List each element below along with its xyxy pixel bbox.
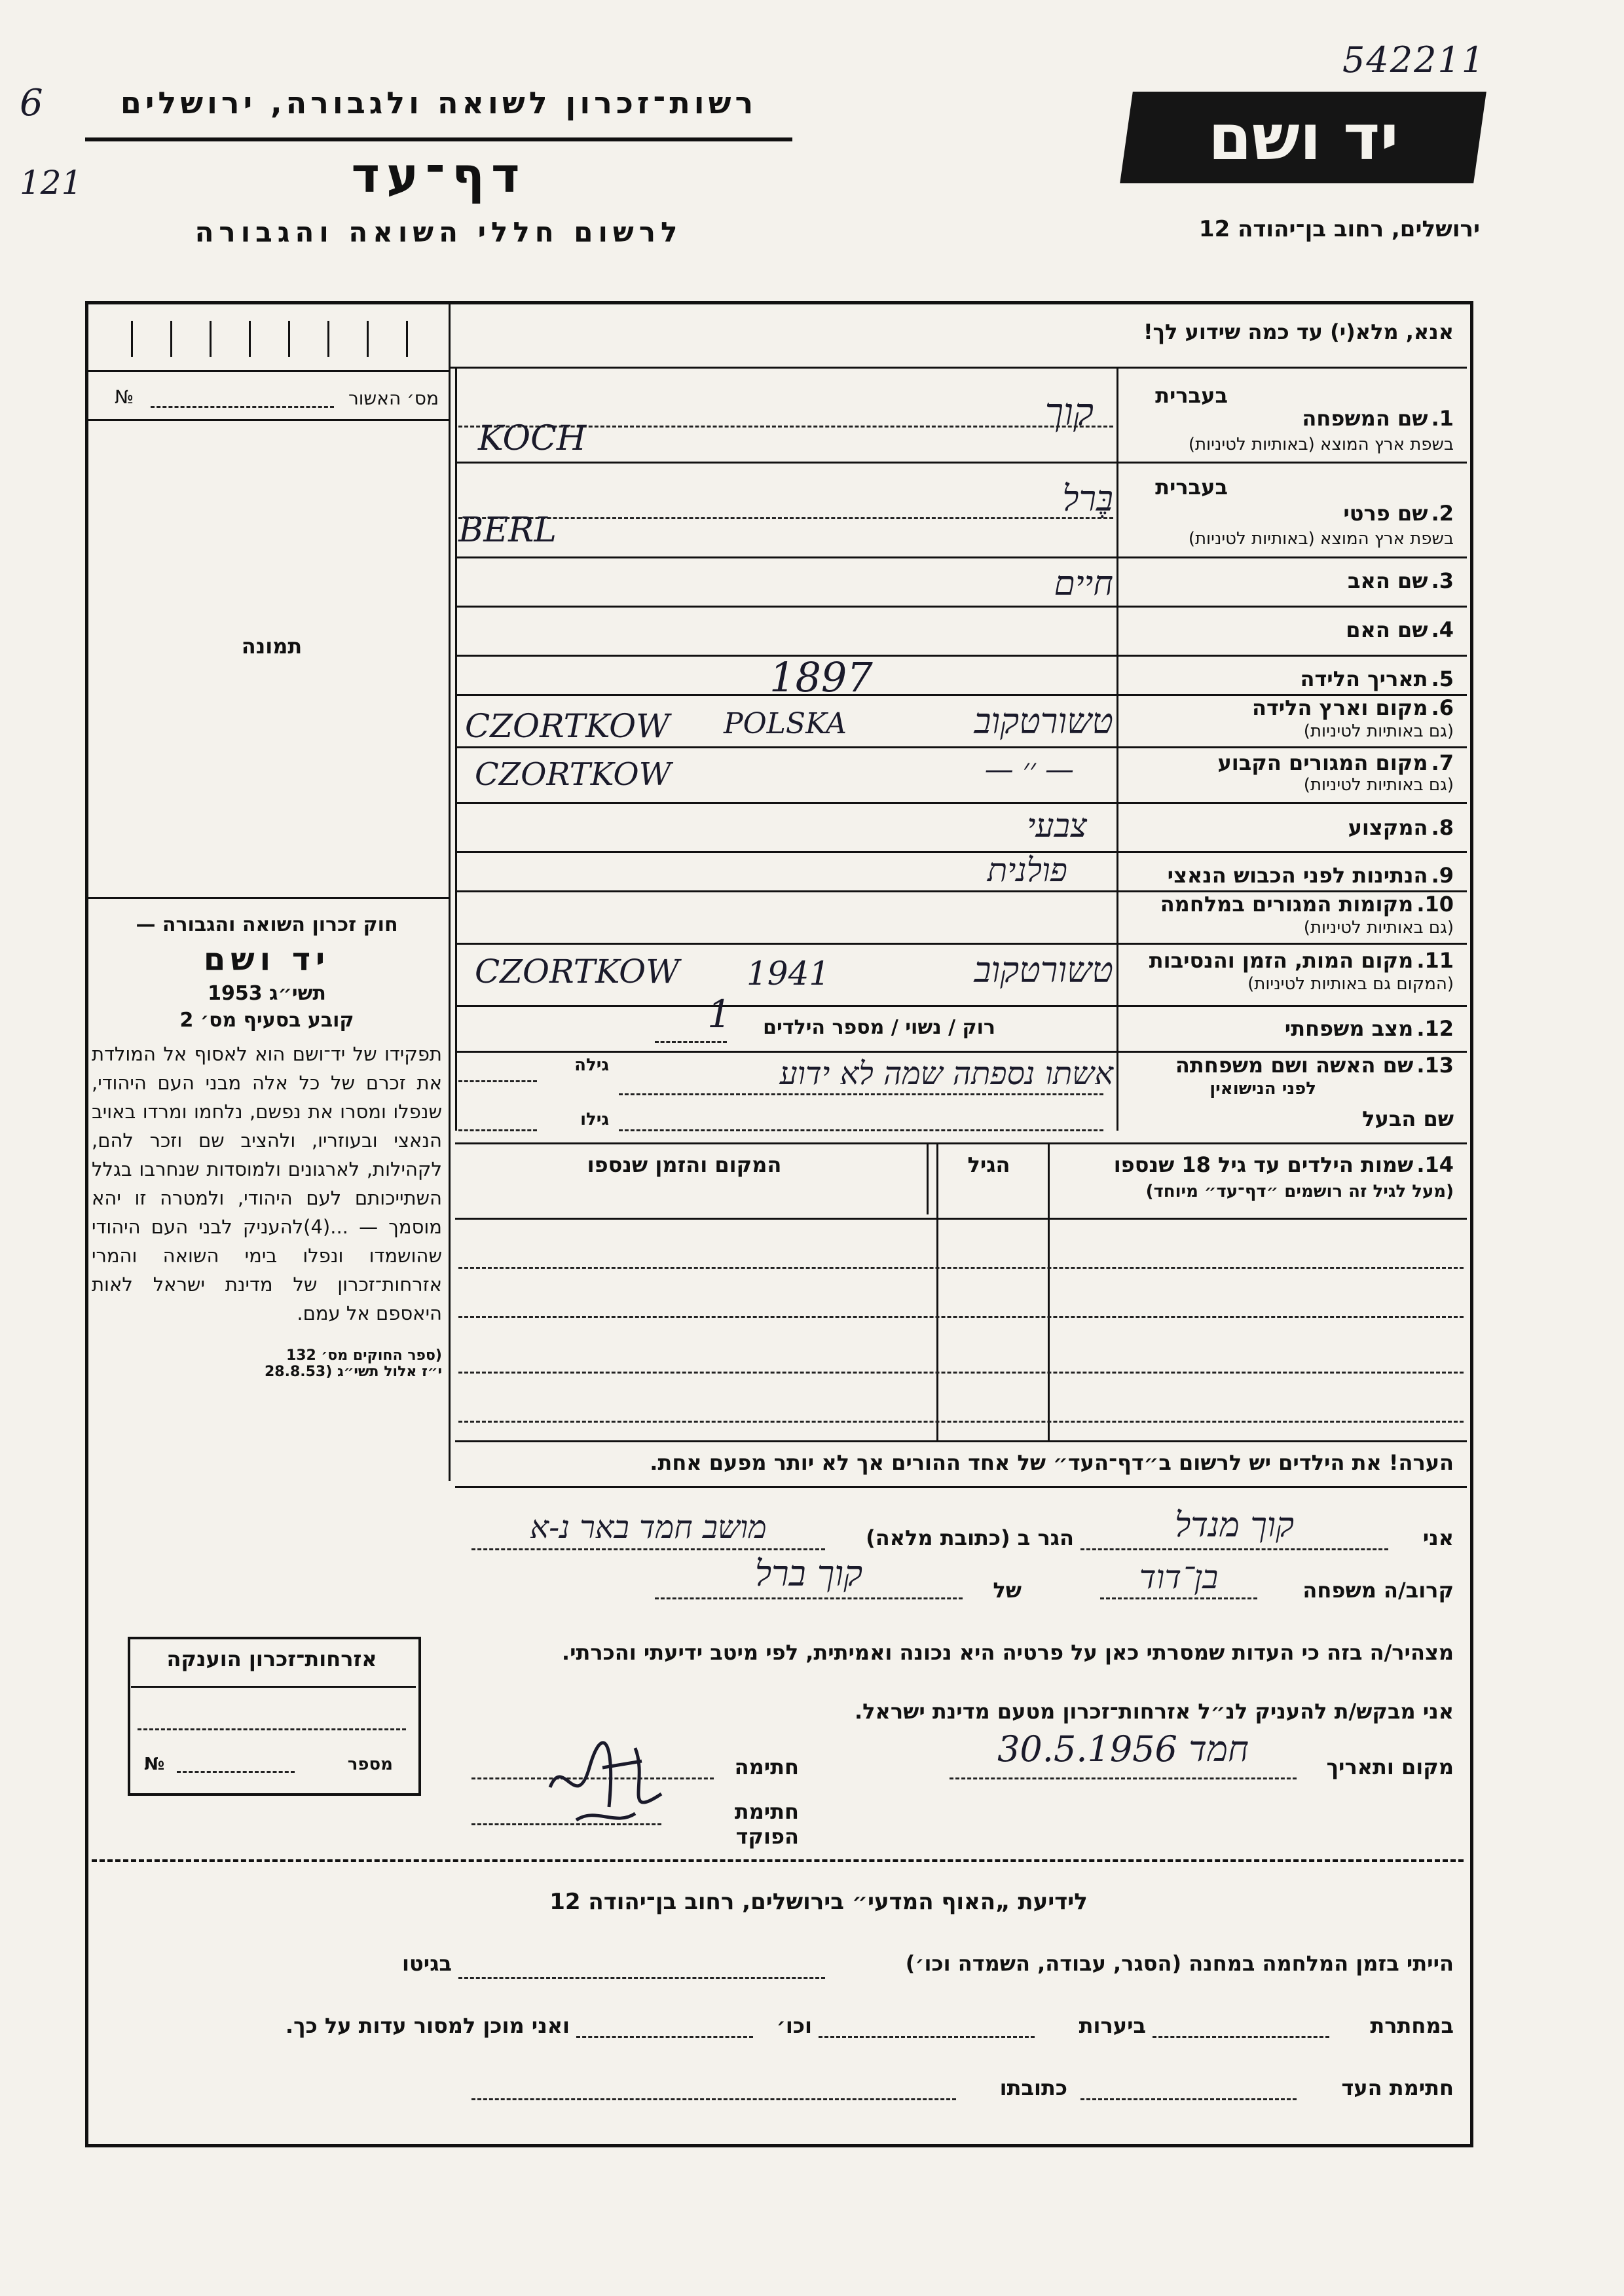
footer-divider	[92, 1859, 1464, 1862]
field-7-sub: (גם באותיות לטיניות)	[1303, 775, 1454, 795]
authority-underline	[85, 137, 792, 141]
logo-text: יד ושם	[1208, 101, 1399, 174]
field-9-value[interactable]: פולנית	[987, 851, 1067, 889]
decl-relation-value[interactable]: בן־דוד	[1139, 1558, 1219, 1596]
field-4-label: 4. שם האם	[1346, 617, 1454, 642]
field-11-value-latin[interactable]: CZORTKOW	[475, 953, 680, 991]
footer-line3-b: כתובתו	[999, 2075, 1067, 2100]
field-12-value[interactable]: 1	[707, 992, 731, 1036]
note: הערה! את הילדים יש לרשום ב״דף־העד״ של אחד ההורים אך לא יותר מפעם אחת.	[650, 1450, 1454, 1475]
field-8-value[interactable]: צבעי	[1027, 807, 1087, 845]
margin-mark-2: 121	[20, 164, 83, 202]
field-11-value-year[interactable]: 1941	[747, 955, 830, 993]
field-6-value-latin[interactable]: CZORTKOW	[465, 707, 670, 745]
field-3-value[interactable]: חיים	[1054, 564, 1113, 604]
decl-place-date-value[interactable]: חמד 30.5.1956	[997, 1728, 1249, 1770]
field-6-value-he[interactable]: טשורטקוב	[974, 701, 1113, 742]
citizenship-number-prefix: №	[144, 1755, 165, 1774]
decl-place-date-label: מקום ותאריך	[1326, 1755, 1454, 1779]
field-9-label: 9. הנתינות לפני הכבוש הנאצי	[1167, 863, 1454, 888]
citizenship-title: אזרחות־זכרון הוענקה	[166, 1647, 377, 1671]
margin-mark-1: 6	[20, 82, 43, 124]
field-1-lang: בעברית	[1155, 383, 1228, 408]
label-column-divider	[1116, 368, 1118, 1131]
field-13-sub: לפני הנישואין	[1209, 1079, 1316, 1099]
form-subtitle: לרשום חללי השואה והגבורה	[194, 216, 683, 248]
left-column-divider	[449, 302, 451, 1481]
corner-number: 542211	[1342, 39, 1486, 81]
field-6-value-country[interactable]: POLSKA	[724, 707, 847, 740]
instruction-bottom-line	[449, 367, 1467, 369]
footer-heading: לידיעת „האוף המדעי״ בירושלים, רחוב בן־יהודה 12	[549, 1889, 1088, 1915]
law-name: יד ושם	[203, 941, 331, 978]
citizenship-number-label: מספר	[347, 1755, 393, 1774]
law-heading: חוק זכרון השואה והגבורה —	[136, 913, 398, 936]
photo-top-line	[86, 419, 449, 421]
decl-officer-signature-label: חתימת הפוקד	[734, 1799, 799, 1849]
decl-signature-mark	[537, 1728, 681, 1833]
decl-of-value[interactable]: קוך ברל	[754, 1553, 863, 1594]
decl-request: אני מבקש/ת להעניק לנ״ל אזרחות־זכרון מטעם מדינת ישראל.	[855, 1699, 1454, 1724]
field-1-sub: בשפת ארץ המוצא (באותיות לטיניות)	[1188, 435, 1454, 454]
husband-label: שם הבעל	[1362, 1106, 1454, 1131]
decl-i-label: אני	[1422, 1525, 1454, 1550]
photo-bottom-line	[86, 897, 449, 899]
footer-line1-a: הייתי בזמן המלחמה במחנה (הסגר, עבודה, השמדה וכו׳)	[905, 1951, 1454, 1976]
field-2-label: 2. שם פרטי	[1343, 501, 1454, 526]
field-2-lang: בעברית	[1155, 475, 1228, 500]
field-12-label: 12. מצב משפחתי	[1284, 1016, 1454, 1041]
field-13-value[interactable]: אשתו נספתה שמה לא ידוע	[779, 1055, 1113, 1092]
footer-line2-a: במחתרת	[1370, 2013, 1454, 2038]
field-13-age-label: גילה	[574, 1055, 609, 1075]
decl-statement: מצהיר/ה בזה כי העדות שמסרתי כאן על פרטיה היא נכונה ואמיתית, לפי מיטב ידיעתי והכרתי.	[561, 1640, 1454, 1665]
field-2-value-latin[interactable]: BERL	[458, 511, 557, 550]
field-6-sub: (גם באותיות לטיניות)	[1303, 721, 1454, 741]
children-label: 14. שמות הילדים עד גיל 18 שנספו	[1113, 1152, 1454, 1177]
field-11-value-he[interactable]: טשורטקוב	[974, 949, 1113, 991]
field-5-label: 5. תאריך הלידה	[1300, 666, 1454, 691]
children-col-place: המקום והזמן שנספו	[587, 1152, 782, 1177]
footer-line1-b: בגיטו	[402, 1951, 452, 1976]
law-clause: קובע בסעיף מס׳ 2	[179, 1009, 354, 1032]
law-source-2: י״ז אלול תשי״ג (28.8.53	[264, 1364, 442, 1380]
children-col-divider-3	[927, 1142, 929, 1214]
field-11-sub: (המקום גם באותיות לטיניות)	[1247, 974, 1454, 994]
field-1-value-latin[interactable]: KOCH	[478, 419, 587, 458]
field-2-sub: בשפת ארץ המוצא (באותיות לטיניות)	[1188, 529, 1454, 549]
instruction: אנא, מלא(י) עד כמה שידוע לך!	[1143, 319, 1454, 344]
field-12-options[interactable]: רוק / נשוי / מספר הילדים	[763, 1016, 995, 1039]
field-11-label: 11. מקום המות, הזמן והנסיבות	[1149, 948, 1454, 973]
field-6-label: 6. מקום וארץ הלידה	[1251, 695, 1454, 720]
field-13-label: 13. שם האשה ושם משפחתה	[1175, 1053, 1454, 1078]
field-7-value-latin[interactable]: CZORTKOW	[475, 756, 671, 793]
decl-signature-label: חתימה	[734, 1755, 799, 1779]
children-sub: (מעל לגיל זה רושמים ״דף־עד״ מיוחד)	[1145, 1182, 1454, 1201]
footer-line2-b: ביערות	[1079, 2013, 1146, 2038]
approval-number-label: מס׳ האשור	[348, 388, 439, 409]
approval-top-line	[86, 370, 449, 372]
law-body: תפקידו של יד־ושם הוא לאסוף אל המולדת את זכרם של כל אלה מבני העם היהודי, שנפלו ומסרו את נפשם, נלחמו ומרדו באויב הנאצי ובעוזריו, ולהציב שם וזכר להם, לקהילות, לארגונים ולמוסדות שנחרבו בגלל השתייכותם לעם היהודי, ולמטרה זו יהא מוסמך — ...(4)להעניק לבני העם היהודי שהושמדו ונפלו בימי השואה והמרי אזרחות־זכרון של מדינת ישראל לאות היאספם אל עמם.	[92, 1043, 442, 1324]
approval-number-prefix: №	[115, 386, 134, 408]
approval-number-field[interactable]	[151, 406, 334, 408]
field-1-value-he[interactable]: קוך	[1044, 390, 1094, 434]
tick-boxes	[118, 308, 445, 360]
field-10-label: 10. מקומות המגורים במלחמה	[1160, 892, 1454, 917]
decl-i-value[interactable]: קוך מנדל	[1174, 1506, 1295, 1545]
field-5-value[interactable]: 1897	[769, 653, 873, 701]
law-source-1: (ספר החוקים מס׳ 132	[286, 1347, 442, 1364]
field-7-value-he[interactable]: — ׳׳ —	[984, 753, 1074, 786]
law-box	[92, 913, 442, 1380]
children-col-age: הגיל	[967, 1152, 1010, 1177]
law-year: תשי״ג 1953	[208, 982, 326, 1005]
field-2-value-he[interactable]: בֶּרל	[1062, 478, 1113, 519]
decl-of-label: של	[993, 1578, 1022, 1603]
children-col-divider-1	[1048, 1142, 1050, 1440]
field-7-label: 7. מקום המגורים הקבוע	[1217, 750, 1454, 775]
field-8-label: 8. המקצוע	[1348, 815, 1454, 840]
field-10-sub: (גם באותיות לטיניות)	[1303, 918, 1454, 938]
address: ירושלים, רחוב בן־יהודה 12	[1198, 216, 1480, 242]
photo-label: תמונה	[241, 634, 303, 659]
decl-resides-label: הגר ב (כתובת מלאה)	[866, 1525, 1074, 1550]
footer-line2-d: ואני מוכן למסור עדות על כך.	[285, 2013, 570, 2038]
footer-line2-c: וכו׳	[776, 2013, 812, 2038]
field-1-label: 1. שם המשפחה	[1302, 406, 1454, 431]
children-col-divider-2	[936, 1142, 938, 1440]
authority-line: רשות־זכרון לשואה ולגבורה, ירושלים	[120, 85, 758, 120]
decl-address-value[interactable]: מושב חמד באר נ-א	[530, 1509, 767, 1546]
decl-relative-label: קרוב/ה משפחה	[1302, 1578, 1454, 1603]
form-title: דף־עד	[351, 147, 526, 204]
yad-vashem-logo	[1120, 92, 1486, 183]
value-left-divider	[455, 368, 457, 1131]
field-3-label: 3. שם האב	[1348, 568, 1454, 593]
husband-age-label: גילו	[580, 1110, 609, 1129]
footer-line3-a: חתימת העד	[1341, 2075, 1454, 2100]
